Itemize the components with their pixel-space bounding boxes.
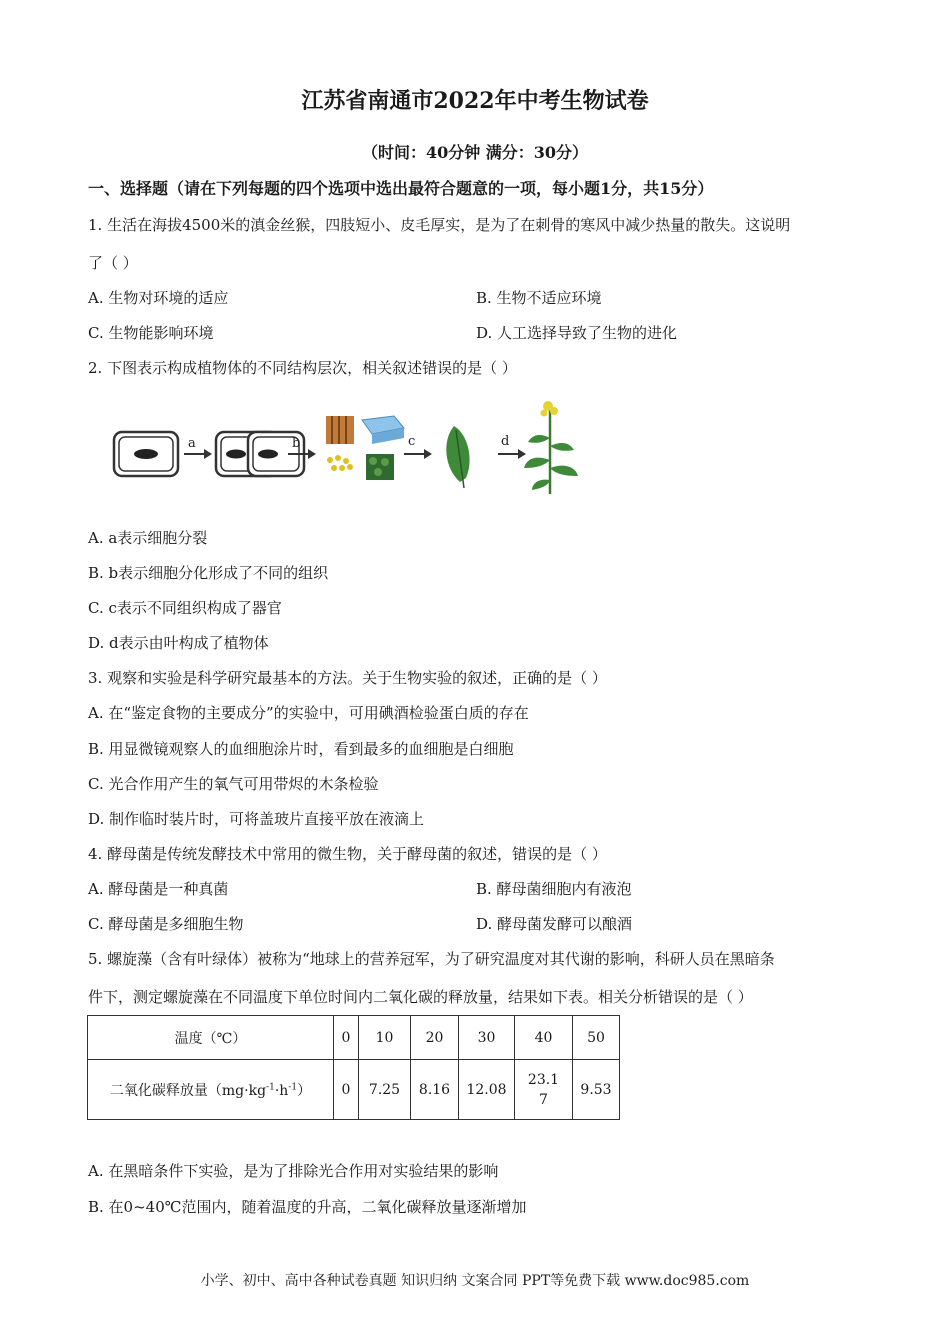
table-cell: 20 xyxy=(411,1016,459,1060)
exam-info: （时间：40分钟 满分：30分） xyxy=(361,143,589,162)
q1-option-d: D. 人工选择导致了生物的进化 xyxy=(476,324,678,342)
q4-stem: 4. 酵母菌是传统发酵技术中常用的微生物，关于酵母菌的叙述，错误的是（ ） xyxy=(88,845,607,863)
q1-option-a: A. 生物对环境的适应 xyxy=(88,289,229,307)
q3-option-b: B. 用显微镜观察人的血细胞涂片时，看到最多的血细胞是白细胞 xyxy=(88,740,514,758)
q4-option-d: D. 酵母菌发酵可以酿酒 xyxy=(476,915,633,933)
table-cell: 30 xyxy=(459,1016,515,1060)
table-row xyxy=(88,1060,620,1120)
table-cell: 8.16 xyxy=(411,1060,459,1120)
q5-stem-line2: 件下，测定螺旋藻在不同温度下单位时间内二氧化碳的释放量，结果如下表。相关分析错误的是（ ） xyxy=(88,988,753,1006)
q3-option-a: A. 在“鉴定食物的主要成分”的实验中，可用碘酒检验蛋白质的存在 xyxy=(88,704,529,722)
q1-stem-line1: 1. 生活在海拔4500米的滇金丝猴，四肢短小、皮毛厚实，是为了在刺骨的寒风中减少热量的散失。这说明 xyxy=(88,216,791,234)
table-cell: 12.08 xyxy=(459,1060,515,1120)
table-row xyxy=(88,1016,620,1060)
table-cell: 9.53 xyxy=(573,1060,620,1120)
table-header-co2: 二氧化碳释放量$(mg\cdot kg^{-1}\cdot h^{-1})$ xyxy=(88,1060,334,1120)
leaf-icon xyxy=(446,426,469,488)
arrow-label-b: b xyxy=(292,436,301,451)
page-title: 江苏省南通市2022年中考生物试卷 xyxy=(301,88,649,114)
table-cell: 10 xyxy=(359,1016,411,1060)
q3-option-c: C. 光合作用产生的氧气可用带烬的木条检验 xyxy=(88,775,379,793)
arrow-label-a: a xyxy=(188,436,196,451)
q1-option-c: C. 生物能影响环境 xyxy=(88,324,214,342)
table-cell: 0 xyxy=(334,1060,359,1120)
rapeseed-plant-icon xyxy=(524,401,578,494)
single-cell-icon xyxy=(114,432,178,476)
tissue-icons xyxy=(326,416,404,480)
table-cell: 7.25 xyxy=(359,1060,411,1120)
arrow-label-d: d xyxy=(501,434,510,449)
table-cell: 0 xyxy=(334,1016,359,1060)
q4-option-c: C. 酵母菌是多细胞生物 xyxy=(88,915,244,933)
q2-option-b: B. b表示细胞分化形成了不同的组织 xyxy=(88,564,329,582)
q4-option-a: A. 酵母菌是一种真菌 xyxy=(88,880,229,898)
q1-option-b: B. 生物不适应环境 xyxy=(476,289,602,307)
q5-option-b: B. 在0~40℃范围内，随着温度的升高，二氧化碳释放量逐渐增加 xyxy=(88,1198,527,1216)
table-cell: 50 xyxy=(573,1016,620,1060)
plant-structure-diagram xyxy=(108,398,588,498)
table-header-temperature: 温度（℃） xyxy=(88,1016,334,1060)
arrow-a-icon xyxy=(184,436,212,459)
q2-stem: 2. 下图表示构成植物体的不同结构层次，相关叙述错误的是（ ） xyxy=(88,359,517,377)
page-footer: 小学、初中、高中各种试卷真题 知识归纳 文案合同 PPT等免费下载 www.doc985.com xyxy=(200,1273,750,1289)
table-cell-40: 23.1 7 xyxy=(515,1060,573,1120)
q2-option-d: D. d表示由叶构成了植物体 xyxy=(88,634,269,652)
table-cell: 40 xyxy=(515,1016,573,1060)
q1-stem-line2: 了（ ） xyxy=(88,254,138,272)
q2-option-a: A. a表示细胞分裂 xyxy=(88,529,208,547)
q5-option-a: A. 在黑暗条件下实验，是为了排除光合作用对实验结果的影响 xyxy=(88,1162,499,1180)
co2-release-table xyxy=(87,1015,620,1120)
arrow-label-c: c xyxy=(408,434,416,449)
q5-stem-line1: 5. 螺旋藻（含有叶绿体）被称为“地球上的营养冠军，为了研究温度对其代谢的影响，科研人员在黑暗条 xyxy=(88,950,775,968)
arrow-c-icon xyxy=(404,434,432,459)
arrow-d-icon xyxy=(498,434,526,459)
q3-stem: 3. 观察和实验是科学研究最基本的方法。关于生物实验的叙述，正确的是（ ） xyxy=(88,669,607,687)
section-heading: 一、选择题（请在下列每题的四个选项中选出最符合题意的一项，每小题1分，共15分） xyxy=(88,179,714,198)
q2-option-c: C. c表示不同组织构成了器官 xyxy=(88,599,282,617)
q4-option-b: B. 酵母菌细胞内有液泡 xyxy=(476,880,632,898)
q3-option-d: D. 制作临时装片时，可将盖玻片直接平放在液滴上 xyxy=(88,810,425,828)
